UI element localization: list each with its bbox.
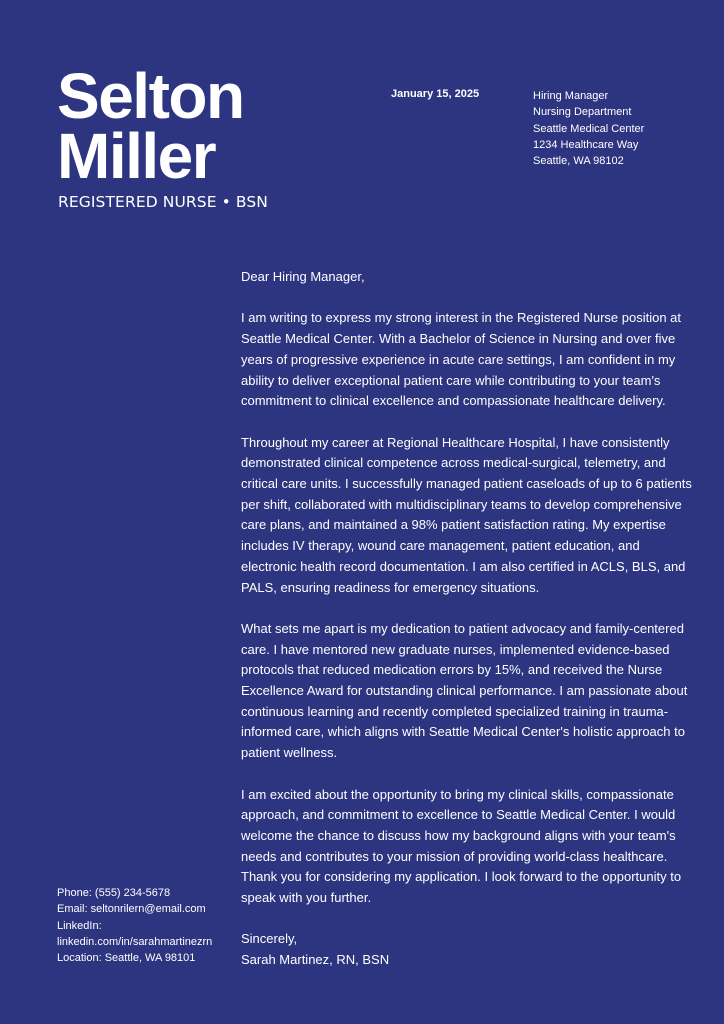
last-name: Miller: [57, 120, 216, 192]
salutation: Dear Hiring Manager,: [241, 269, 365, 284]
contact-info: [57, 885, 212, 966]
letter-paragraph: What sets me apart is my dedication to patient advocacy and family-centered care. I have mentored new graduate nurses, implemented evidence-based protocols that reduced medication errors by 15%, and received the Nurse Excellence Award for outstanding clinical performance. I am passionate about continuous learning and recently completed specialized training in trauma-informed care, which aligns with Seattle Medical Center's holistic approach to patient wellness.: [241, 620, 688, 761]
contact-linkedin-label: LinkedIn:: [57, 919, 102, 932]
letter-paragraph: I am writing to express my strong interest in the Registered Nurse position at Seattle Medical Center. With a Bachelor of Science in Nursing and over five years of progressive experience in acute care settings, I am confident in my ability to deliver exceptional patient care while contributing to your team's commitment to clinical excellence and compassionate healthcare delivery.: [241, 310, 682, 409]
recipient-address: [533, 88, 644, 169]
contact-email: Email: seltonrilern@email.com: [57, 903, 206, 916]
applicant-name: [57, 60, 244, 192]
recipient-street: 1234 Healthcare Way: [533, 138, 639, 151]
signature: Sarah Martinez, RN, BSN: [241, 952, 390, 968]
recipient-department: Nursing Department: [533, 106, 632, 119]
recipient-organization: Seattle Medical Center: [533, 122, 645, 135]
contact-location: Location: Seattle, WA 98101: [57, 952, 196, 965]
recipient-name: Hiring Manager: [533, 90, 609, 102]
professional-title: REGISTERED NURSE • BSN: [58, 193, 269, 211]
closing: Sincerely,: [241, 931, 298, 947]
letter-body: [241, 267, 696, 971]
contact-linkedin-url: linkedin.com/in/sarahmartinezrn: [57, 935, 213, 948]
letter-paragraph: I am excited about the opportunity to bring my clinical skills, compassionate approach, and commitment to excellence to Seattle Medical Center. I would welcome the chance to discuss how my background aligns with your team's needs and contributes to your mission of providing world-class healthcare. Thank you for considering my application. I look forward to the opportunity to speak with you further.: [241, 786, 682, 906]
letter-paragraph: Throughout my career at Regional Healthcare Hospital, I have consistently demonstrated clinical competence across medical-surgical, telemetry, and critical care units. I successfully managed patient caseloads of up to 6 patients per shift, collaborated with multidisciplinary teams to develop comprehensive care plans, and maintained a 98% patient satisfaction rating. My expertise includes IV therapy, wound care management, patient education, and electronic health record documentation. I am also certified in ACLS, BLS, and PALS, ensuring readiness for emergency situations.: [241, 434, 692, 595]
first-name: Selton: [57, 60, 244, 132]
recipient-city: Seattle, WA 98102: [533, 155, 624, 168]
contact-phone: Phone: (555) 234-5678: [57, 887, 171, 899]
letter-date: January 15, 2025: [391, 88, 480, 100]
